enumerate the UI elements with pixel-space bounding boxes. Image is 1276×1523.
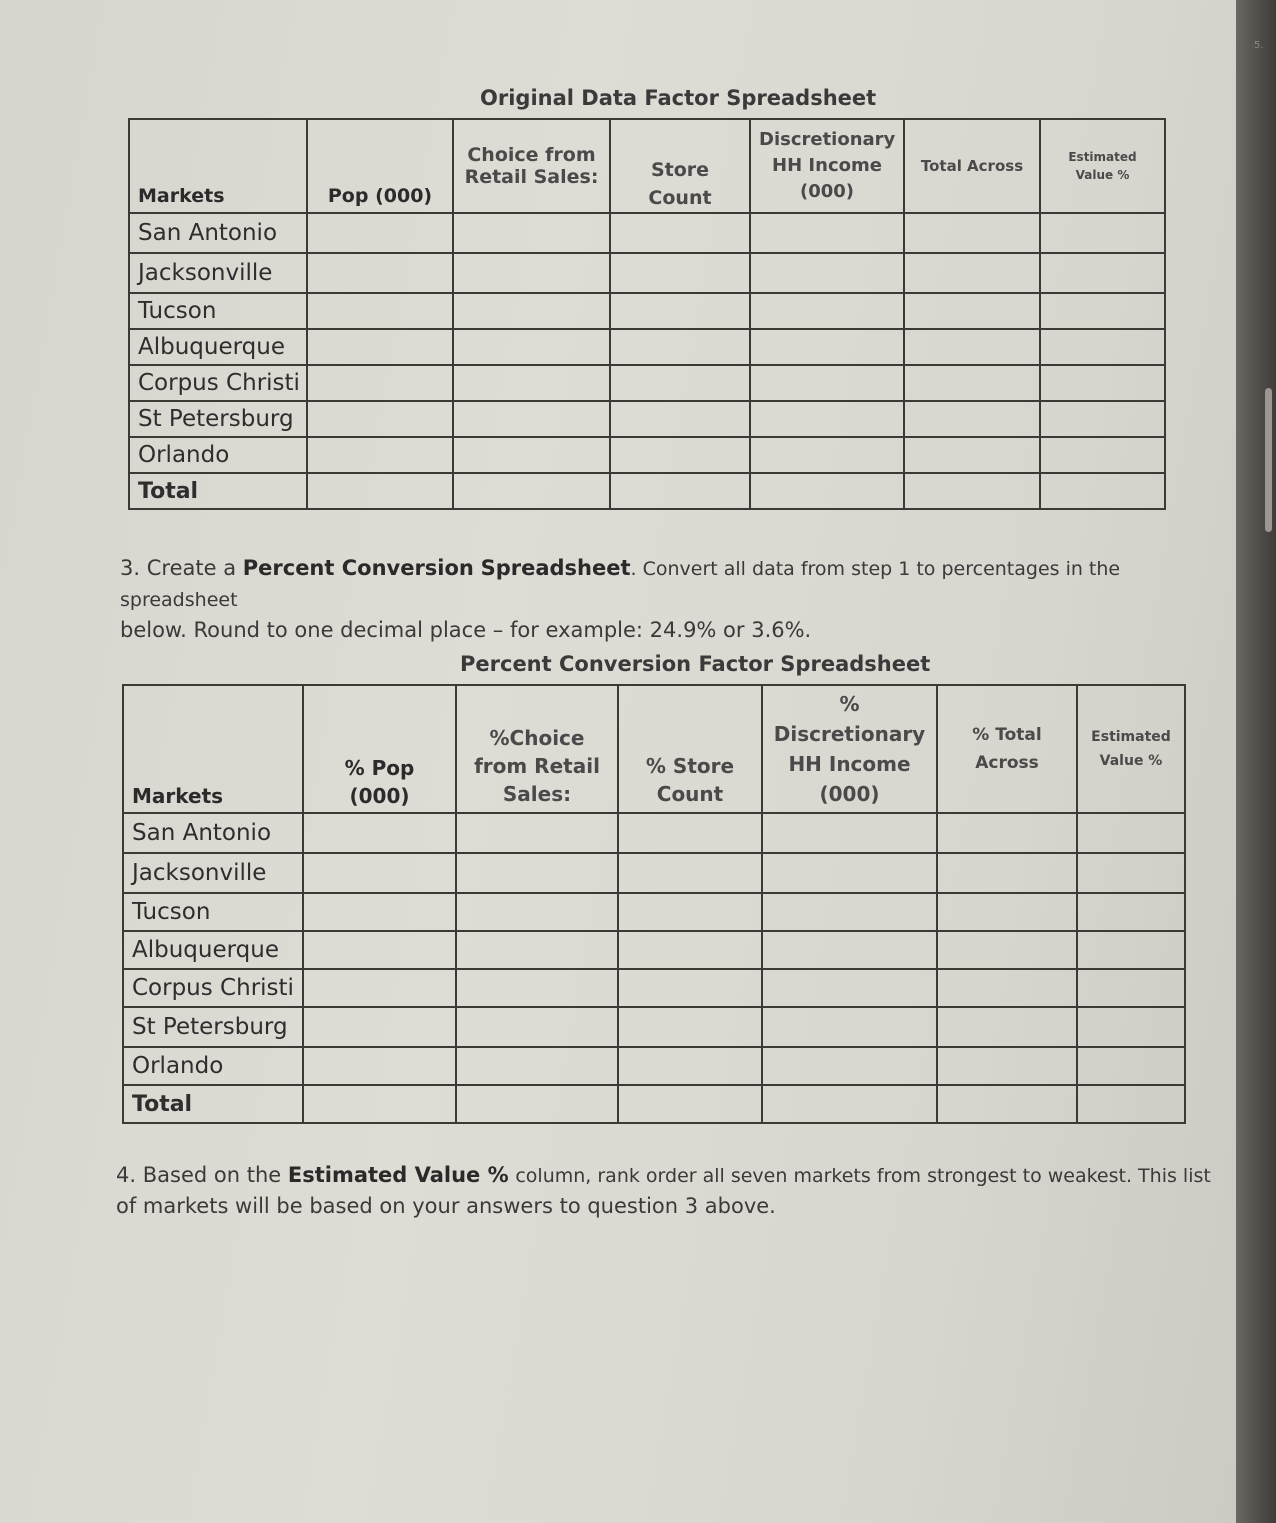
- step3-mid: . Convert all data from step 1 to percentages in the spreadsheet: [120, 558, 1121, 611]
- cell[interactable]: [904, 365, 1040, 401]
- step3-line2: below. Round to one decimal place – for example: 24.9% or 3.6%.: [120, 618, 812, 642]
- market-name: Corpus Christi: [123, 969, 303, 1007]
- cell[interactable]: [456, 1047, 618, 1085]
- cell[interactable]: [750, 401, 904, 437]
- cell[interactable]: [1077, 1085, 1185, 1123]
- total-label: Total: [129, 473, 307, 509]
- col-header-estimated-value: Estimated Value %: [1077, 685, 1185, 813]
- step3-number: 3.: [120, 556, 141, 580]
- market-name: Tucson: [123, 893, 303, 931]
- col-header-pct-choice: %Choice from Retail Sales:: [456, 685, 618, 813]
- cell[interactable]: [618, 969, 762, 1007]
- col-header-store-count: Store Count: [610, 119, 750, 213]
- cell[interactable]: [762, 813, 937, 853]
- cell[interactable]: [303, 853, 456, 893]
- cell[interactable]: [750, 293, 904, 329]
- cell[interactable]: [307, 365, 453, 401]
- col-header-choice: Choice from Retail Sales:: [453, 119, 610, 213]
- cell[interactable]: [1077, 1047, 1185, 1085]
- market-name: Corpus Christi: [129, 365, 307, 401]
- cell[interactable]: [762, 1085, 937, 1123]
- cell[interactable]: [307, 293, 453, 329]
- cell[interactable]: [762, 893, 937, 931]
- market-name: Jacksonville: [123, 853, 303, 893]
- market-name: Albuquerque: [129, 329, 307, 365]
- cell[interactable]: [937, 1047, 1077, 1085]
- cell[interactable]: [307, 253, 453, 293]
- sheet2-title: Percent Conversion Factor Spreadsheet: [460, 652, 931, 676]
- market-name: San Antonio: [123, 813, 303, 853]
- cell[interactable]: [1077, 853, 1185, 893]
- margin-text: 5.: [1254, 40, 1264, 51]
- cell[interactable]: [904, 329, 1040, 365]
- original-data-spreadsheet: [128, 118, 1166, 510]
- cell[interactable]: [453, 329, 610, 365]
- cell[interactable]: [610, 473, 750, 509]
- cell[interactable]: [303, 969, 456, 1007]
- cell[interactable]: [1040, 437, 1165, 473]
- cell[interactable]: [937, 969, 1077, 1007]
- cell[interactable]: [762, 1047, 937, 1085]
- percent-conversion-spreadsheet: [122, 684, 1186, 1124]
- col-header-estimated-value: Estimated Value %: [1040, 119, 1165, 213]
- cell[interactable]: [456, 853, 618, 893]
- cell[interactable]: [456, 931, 618, 969]
- cell[interactable]: [1040, 253, 1165, 293]
- cell[interactable]: [1040, 473, 1165, 509]
- market-name: St Petersburg: [123, 1007, 303, 1047]
- cell[interactable]: [750, 329, 904, 365]
- cell[interactable]: [618, 931, 762, 969]
- cell[interactable]: [1077, 1007, 1185, 1047]
- cell[interactable]: [904, 437, 1040, 473]
- cell[interactable]: [618, 1047, 762, 1085]
- cell[interactable]: [618, 893, 762, 931]
- cell[interactable]: [303, 813, 456, 853]
- cell[interactable]: [618, 853, 762, 893]
- cell[interactable]: [1040, 329, 1165, 365]
- cell[interactable]: [1077, 969, 1185, 1007]
- cell[interactable]: [618, 1007, 762, 1047]
- scrollbar-thumb[interactable]: [1265, 388, 1272, 532]
- cell[interactable]: [937, 1085, 1077, 1123]
- cell[interactable]: [610, 365, 750, 401]
- cell[interactable]: [303, 1085, 456, 1123]
- cell[interactable]: [453, 293, 610, 329]
- cell[interactable]: [1040, 213, 1165, 253]
- step4-line2: of markets will be based on your answers to question 3 above.: [116, 1194, 776, 1218]
- cell[interactable]: [937, 853, 1077, 893]
- cell[interactable]: [762, 1007, 937, 1047]
- cell[interactable]: [303, 1007, 456, 1047]
- cell[interactable]: [1040, 401, 1165, 437]
- market-name: Albuquerque: [123, 931, 303, 969]
- col-header-discretionary: Discretionary HH Income (000): [750, 119, 904, 213]
- step4-bold-estimated-value: Estimated Value %: [287, 1163, 509, 1187]
- step3-bold-percent-conversion: Percent Conversion: [242, 556, 474, 580]
- cell[interactable]: [618, 813, 762, 853]
- cell[interactable]: [1077, 893, 1185, 931]
- cell[interactable]: [610, 213, 750, 253]
- cell[interactable]: [937, 813, 1077, 853]
- cell[interactable]: [1077, 813, 1185, 853]
- cell[interactable]: [610, 437, 750, 473]
- col-header-pct-store-count: % Store Count: [618, 685, 762, 813]
- cell[interactable]: [750, 213, 904, 253]
- cell[interactable]: [307, 213, 453, 253]
- col-header-pct-discretionary: % Discretionary HH Income (000): [762, 685, 937, 813]
- cell[interactable]: [453, 365, 610, 401]
- cell[interactable]: [453, 401, 610, 437]
- cell[interactable]: [750, 473, 904, 509]
- cell[interactable]: [750, 365, 904, 401]
- cell[interactable]: [750, 253, 904, 293]
- col-header-markets: Markets: [123, 685, 303, 813]
- market-name: Tucson: [129, 293, 307, 329]
- sheet1-title: Original Data Factor Spreadsheet: [480, 86, 877, 110]
- col-header-total-across: Total Across: [904, 119, 1040, 213]
- cell[interactable]: [904, 473, 1040, 509]
- step4-mid: column, rank order all seven markets from strongest to weakest. This list: [515, 1165, 1211, 1187]
- market-name: St Petersburg: [129, 401, 307, 437]
- cell[interactable]: [456, 1085, 618, 1123]
- total-label: Total: [123, 1085, 303, 1123]
- cell[interactable]: [456, 813, 618, 853]
- cell[interactable]: [303, 893, 456, 931]
- cell[interactable]: [307, 437, 453, 473]
- cell[interactable]: [303, 931, 456, 969]
- cell[interactable]: [610, 329, 750, 365]
- cell[interactable]: [904, 401, 1040, 437]
- cell[interactable]: [904, 213, 1040, 253]
- col-header-pct-total-across: % Total Across: [937, 685, 1077, 813]
- cell[interactable]: [762, 969, 937, 1007]
- cell[interactable]: [937, 893, 1077, 931]
- cell[interactable]: [453, 437, 610, 473]
- cell[interactable]: [610, 401, 750, 437]
- cell[interactable]: [1040, 293, 1165, 329]
- cell[interactable]: [937, 931, 1077, 969]
- cell[interactable]: [303, 1047, 456, 1085]
- cell[interactable]: [1077, 931, 1185, 969]
- cell[interactable]: [937, 1007, 1077, 1047]
- cell[interactable]: [1040, 365, 1165, 401]
- market-name: San Antonio: [129, 213, 307, 253]
- cell[interactable]: [904, 293, 1040, 329]
- market-name: Jacksonville: [129, 253, 307, 293]
- cell[interactable]: [307, 329, 453, 365]
- cell[interactable]: [456, 1007, 618, 1047]
- cell[interactable]: [610, 253, 750, 293]
- cell[interactable]: [618, 1085, 762, 1123]
- market-name: Orlando: [129, 437, 307, 473]
- col-header-markets: Markets: [129, 119, 307, 213]
- col-header-pop: Pop (000): [307, 119, 453, 213]
- cell[interactable]: [453, 213, 610, 253]
- step4-instruction: [116, 1160, 1216, 1221]
- cell[interactable]: [750, 437, 904, 473]
- step3-bold-spreadsheet: Spreadsheet: [480, 556, 631, 580]
- cell[interactable]: [762, 853, 937, 893]
- cell[interactable]: [307, 473, 453, 509]
- cell[interactable]: [762, 931, 937, 969]
- col-header-pct-pop: % Pop (000): [303, 685, 456, 813]
- cell[interactable]: [453, 473, 610, 509]
- cell[interactable]: [453, 253, 610, 293]
- step4-pre: Based on the: [142, 1163, 282, 1187]
- cell[interactable]: [610, 293, 750, 329]
- page-edge-shadow: [1236, 0, 1276, 1523]
- cell[interactable]: [307, 401, 453, 437]
- step3-instruction: [120, 553, 1190, 645]
- cell[interactable]: [904, 253, 1040, 293]
- cell[interactable]: [456, 893, 618, 931]
- market-name: Orlando: [123, 1047, 303, 1085]
- step4-number: 4.: [116, 1163, 137, 1187]
- step3-pre: Create a: [146, 556, 237, 580]
- cell[interactable]: [456, 969, 618, 1007]
